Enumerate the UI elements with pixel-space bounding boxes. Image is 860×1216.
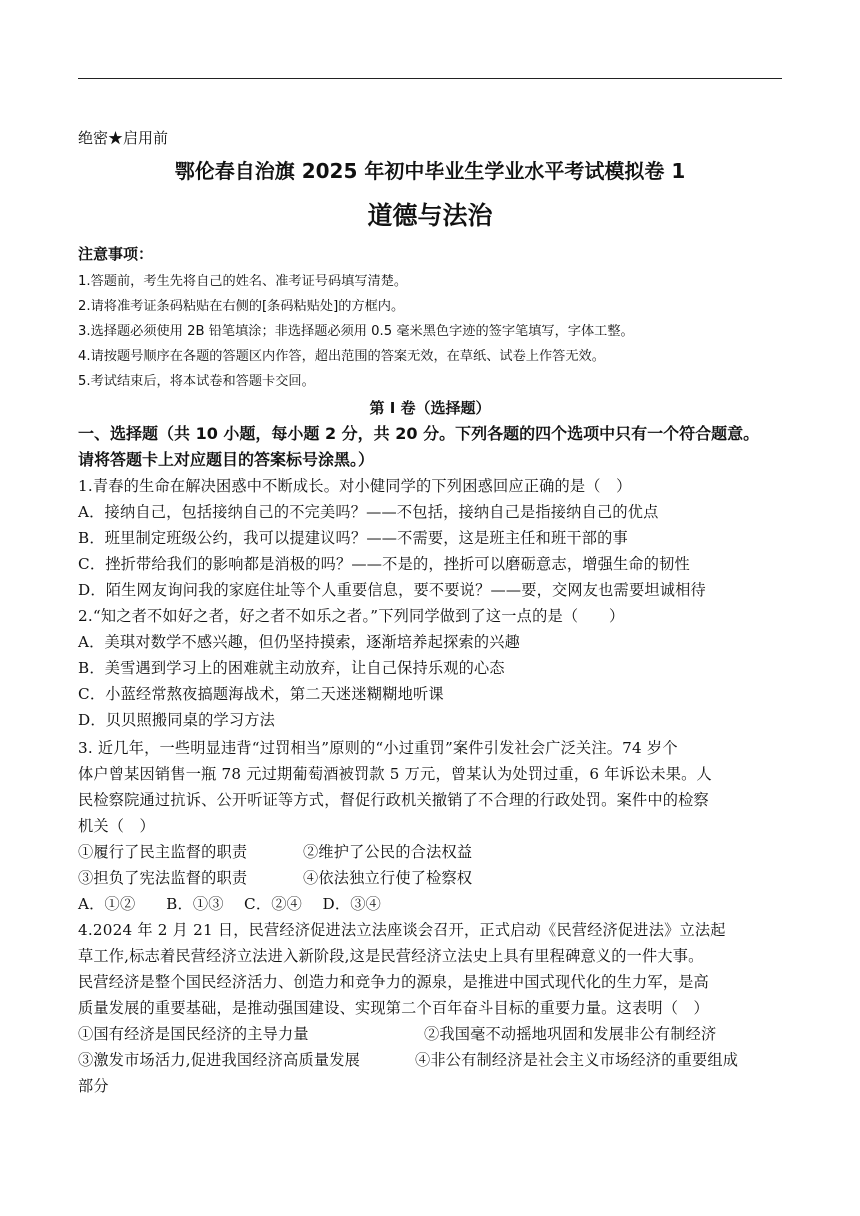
question-4-item-3: ③激发市场活力,促进我国经济高质量发展 xyxy=(78,1051,361,1069)
confidential-mark: 绝密★启用前 xyxy=(78,129,169,147)
notice-heading: 注意事项： xyxy=(78,245,154,263)
question-3-line: 民检察院通过抗诉、公开听证等方式，督促行政机关撤销了不合理的行政处罚。案件中的检察 xyxy=(78,791,709,809)
top-rule xyxy=(78,78,782,79)
question-4-item-1: ①国有经济是国民经济的主导力量 xyxy=(78,1025,309,1043)
question-3-line: 体户曾某因销售一瓶 78 元过期葡萄酒被罚款 5 万元，曾某认为处罚过重，6 年诉讼未果。人 xyxy=(78,765,712,783)
question-4-item-4: ④非公有制经济是社会主义市场经济的重要组成 xyxy=(415,1051,739,1069)
notice-item: 5.考试结束后，将本试卷和答题卡交回。 xyxy=(78,374,315,389)
question-2-option-c: C．小蓝经常熬夜搞题海战术，第二天迷迷糊糊地听课 xyxy=(78,685,444,703)
notice-item: 4.请按题号顺序在各题的答题区内作答，超出范围的答案无效，在草纸、试卷上作答无效。 xyxy=(78,349,605,364)
exam-title: 鄂伦春自治旗 2025 年初中毕业生学业水平考试模拟卷 1 xyxy=(174,159,686,183)
question-4-line: 草工作,标志着民营经济立法进入新阶段,这是民营经济立法史上具有里程碑意义的一件大事。 xyxy=(78,947,704,965)
subject-title: 道德与法治 xyxy=(367,201,493,230)
section-instruction: 请将答题卡上对应题目的答案标号涂黑。） xyxy=(78,450,375,469)
question-4-tail: 部分 xyxy=(78,1077,109,1095)
question-2-option-b: B．美雪遇到学习上的困难就主动放弃，让自己保持乐观的心态 xyxy=(78,659,505,677)
question-4-line: 4.2024 年 2 月 21 日，民营经济促进法立法座谈会召开，正式启动《民营经济促进法》立法起 xyxy=(78,921,726,939)
question-2-option-d: D．贝贝照搬同桌的学习方法 xyxy=(78,711,276,729)
question-3-item-3: ③担负了宪法监督的职责 xyxy=(78,869,248,887)
question-3-line: 机关（ ） xyxy=(78,817,155,835)
question-3-line: 3. 近几年，一些明显违背“过罚相当”原则的“小过重罚”案件引发社会广泛关注。74 岁个 xyxy=(78,739,678,757)
question-1-stem: 1.青春的生命在解决困惑中不断成长。对小健同学的下列困惑回应正确的是（ ） xyxy=(78,477,632,495)
question-3-item-2: ②维护了公民的合法权益 xyxy=(303,843,473,861)
question-4-line: 质量发展的重要基础，是推动强国建设、实现第二个百年奋斗目标的重要力量。这表明（ ） xyxy=(78,999,709,1017)
section-heading: 一、选择题（共 10 小题，每小题 2 分，共 20 分。下列各题的四个选项中只有一个符合题意。 xyxy=(78,424,760,443)
question-1-option-a: A．接纳自己，包括接纳自己的不完美吗？——不包括，接纳自己是指接纳自己的优点 xyxy=(78,503,659,521)
question-3-item-4: ④依法独立行使了检察权 xyxy=(303,869,473,887)
question-3-choices: A．①② B．①③ C．②④ D．③④ xyxy=(78,895,381,913)
question-1-option-b: B．班里制定班级公约，我可以提建议吗？——不需要，这是班主任和班干部的事 xyxy=(78,529,628,547)
notice-item: 2.请将准考证条码粘贴在右侧的[条码粘贴处]的方框内。 xyxy=(78,299,405,314)
question-1-option-c: C．挫折带给我们的影响都是消极的吗？——不是的，挫折可以磨砺意志，增强生命的韧性 xyxy=(78,555,690,573)
question-1-option-d: D．陌生网友询问我的家庭住址等个人重要信息，要不要说？——要，交网友也需要坦诚相待 xyxy=(78,581,706,599)
question-3-item-1: ①履行了民主监督的职责 xyxy=(78,843,248,861)
question-4-line: 民营经济是整个国民经济活力、创造力和竞争力的源泉，是推进中国式现代化的生力军，是高 xyxy=(78,973,709,991)
part-title: 第 I 卷（选择题） xyxy=(369,399,491,417)
question-4-item-2: ②我国毫不动摇地巩固和发展非公有制经济 xyxy=(424,1025,717,1043)
question-2-option-a: A．美琪对数学不感兴趣，但仍坚持摸索，逐渐培养起探索的兴趣 xyxy=(78,633,521,651)
notice-item: 3.选择题必须使用 2B 铅笔填涂；非选择题必须用 0.5 毫米黑色字迹的签字笔填写，字体工整。 xyxy=(78,324,634,339)
notice-item: 1.答题前，考生先将自己的姓名、准考证号码填写清楚。 xyxy=(78,274,408,289)
question-2-stem: 2.“知之者不如好之者，好之者不如乐之者。”下列同学做到了这一点的是（ ） xyxy=(78,607,625,625)
